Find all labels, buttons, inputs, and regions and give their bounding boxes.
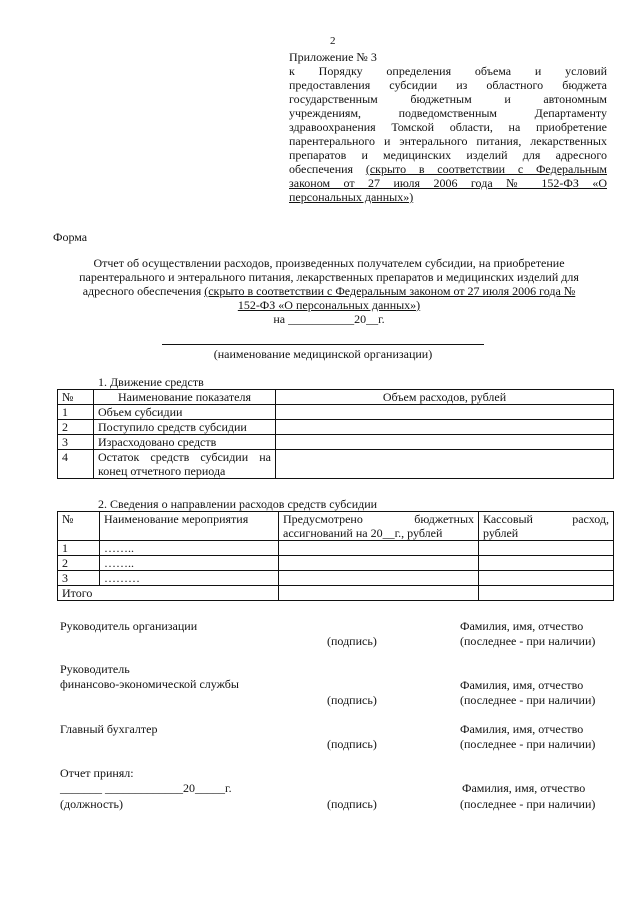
column-header: Кассовый расход, рублей <box>479 512 614 541</box>
row-value-cell <box>276 435 614 450</box>
total-spent-cell <box>479 586 614 601</box>
signature-sign-caption: (подпись) <box>327 797 377 811</box>
report-title <box>55 256 603 326</box>
appendix-block <box>289 50 607 204</box>
report-title-text: адресного обеспечения <box>82 284 205 298</box>
row-spent-cell <box>479 541 614 556</box>
row-planned-cell <box>279 571 479 586</box>
column-header: № <box>58 390 94 405</box>
row-planned-cell <box>279 556 479 571</box>
table-row <box>58 541 614 556</box>
form-label: Форма <box>53 230 88 244</box>
signature-name-note: (последнее - при наличии) <box>460 797 596 811</box>
report-title-line <box>55 284 603 298</box>
expenses-table <box>57 511 614 601</box>
row-spent-cell <box>479 556 614 571</box>
table-header-row <box>58 512 614 541</box>
report-redaction-note: 152-ФЗ «О персональных данных») <box>237 298 421 312</box>
signature-sign-caption: (подпись) <box>327 737 377 751</box>
total-label: Итого <box>58 586 279 601</box>
row-label: ……… <box>100 571 279 586</box>
column-header: Наименование показателя <box>94 390 276 405</box>
signature-name-note: (последнее - при наличии) <box>460 693 596 707</box>
signature-name-caption: Фамилия, имя, отчество <box>460 619 584 633</box>
page-number: 2 <box>330 35 336 47</box>
signature-sign-caption: (подпись) <box>327 693 377 707</box>
row-label: Объем субсидии <box>94 405 276 420</box>
section2-title: 2. Сведения о направлении расходов средств субсидии <box>98 497 378 511</box>
appendix-line: к Порядку определения объема и условий <box>289 64 607 78</box>
row-planned-cell <box>279 541 479 556</box>
report-title-line: Отчет об осуществлении расходов, произведенных получателем субсидии, на приобретение <box>93 256 565 270</box>
signature-label-accountant: Главный бухгалтер <box>60 722 158 736</box>
appendix-redaction-note: (скрыто в соответствии с Федеральным <box>365 162 607 176</box>
row-number: 1 <box>58 405 94 420</box>
row-number: 4 <box>58 450 94 479</box>
table-row <box>58 556 614 571</box>
table-row <box>58 450 614 479</box>
table-header-row <box>58 390 614 405</box>
signature-label-head: Руководитель организации <box>60 619 198 633</box>
table-row <box>58 405 614 420</box>
report-title-line: парентерального и энтерального питания, лекарственных препаратов и медицинских изделий для <box>79 270 579 284</box>
signature-label-finance: финансово-экономической службы <box>60 677 239 691</box>
org-name-caption: (наименование медицинской организации) <box>213 347 433 361</box>
row-value-cell <box>276 450 614 479</box>
table-total-row <box>58 586 614 601</box>
appendix-line: государственным бюджетным и автономным <box>289 92 607 106</box>
signature-label-accepted: Отчет принял: <box>60 766 134 780</box>
row-number: 2 <box>58 420 94 435</box>
signature-name-note: (последнее - при наличии) <box>460 737 596 751</box>
row-number: 2 <box>58 556 100 571</box>
row-label: Поступило средств субсидии <box>94 420 276 435</box>
org-name-field-line <box>162 344 484 345</box>
appendix-line: учреждениям, подведомственным Департаменту <box>289 106 607 120</box>
row-label: Остаток средств субсидии на конец отчетного периода <box>94 450 276 479</box>
row-number: 1 <box>58 541 100 556</box>
report-redaction-note: (скрыто в соответствии с Федеральным законом от 27 июля 2006 года № <box>204 284 576 298</box>
signature-name-caption: Фамилия, имя, отчество <box>460 722 584 736</box>
row-number: 3 <box>58 435 94 450</box>
row-label: …….. <box>100 541 279 556</box>
column-header: Объем расходов, рублей <box>276 390 614 405</box>
appendix-redaction-note: законом от 27 июля 2006 года № 152-ФЗ «О <box>289 176 607 190</box>
row-number: 3 <box>58 571 100 586</box>
table-row <box>58 420 614 435</box>
row-spent-cell <box>479 571 614 586</box>
position-caption: (должность) <box>60 797 123 811</box>
row-value-cell <box>276 420 614 435</box>
row-label: Израсходовано средств <box>94 435 276 450</box>
signature-sign-caption: (подпись) <box>327 634 377 648</box>
column-header: Наименование мероприятия <box>100 512 279 541</box>
appendix-line: препаратов и медицинских изделий для адресного <box>289 148 607 162</box>
appendix-line: предоставления субсидии из областного бюджета <box>289 78 607 92</box>
appendix-line-text: обеспечения <box>289 162 366 176</box>
accepted-date-line: _______ _____________20_____г. <box>60 781 232 795</box>
appendix-redaction-note: персональных данных») <box>289 190 414 204</box>
report-date-line: на ___________20__г. <box>273 312 385 326</box>
row-label: …….. <box>100 556 279 571</box>
appendix-line: здравоохранения Томской области, на приобретение <box>289 120 607 134</box>
signature-name-note: (последнее - при наличии) <box>460 634 596 648</box>
signature-name-caption: Фамилия, имя, отчество <box>460 678 584 692</box>
table-row <box>58 571 614 586</box>
movement-table <box>57 389 614 479</box>
row-value-cell <box>276 405 614 420</box>
column-header: Предусмотрено бюджетных ассигнований на 20__г., рублей <box>279 512 479 541</box>
signature-label-finance: Руководитель <box>60 662 130 676</box>
table-row <box>58 435 614 450</box>
total-planned-cell <box>279 586 479 601</box>
appendix-line: парентерального и энтерального питания, лекарственных <box>289 134 607 148</box>
appendix-title: Приложение № 3 <box>289 50 377 64</box>
signature-name-caption: Фамилия, имя, отчество <box>462 781 586 795</box>
appendix-line <box>289 162 607 176</box>
column-header: № <box>58 512 100 541</box>
section1-title: 1. Движение средств <box>98 375 204 389</box>
